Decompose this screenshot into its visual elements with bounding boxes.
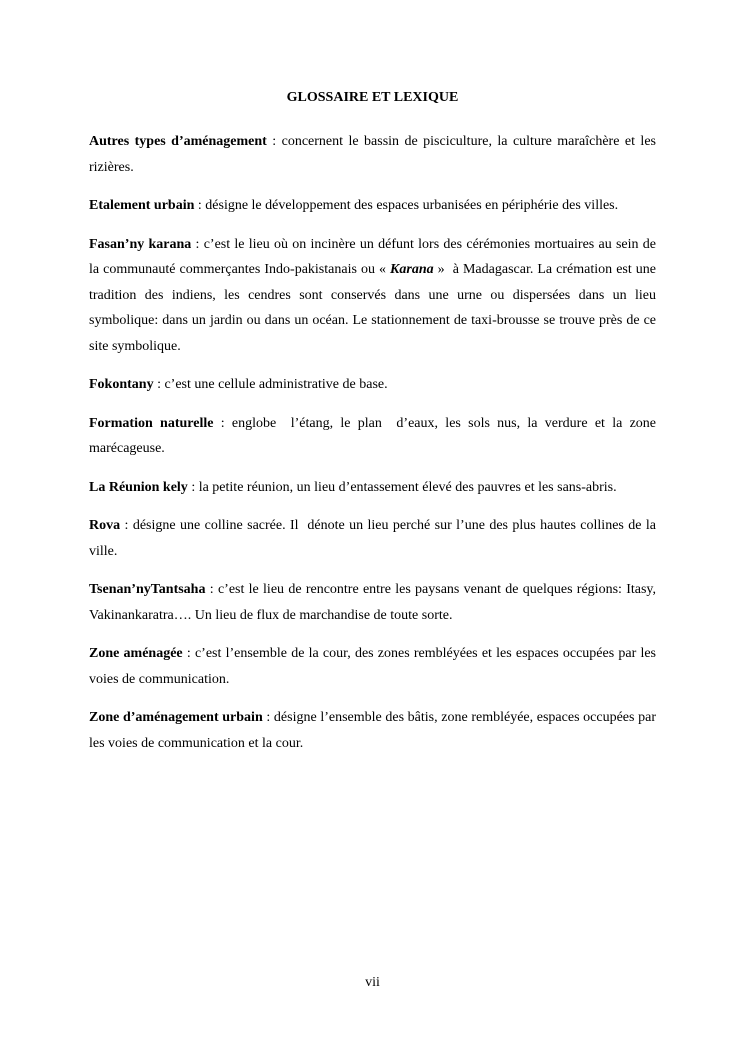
page-number: vii xyxy=(365,975,380,990)
glossary-definition: : englobe l’étang, le plan d’eaux, les sols nus, la verdure et la zone marécageuse. xyxy=(89,415,656,456)
glossary-definition-continued: » à Madagascar. La crémation est une tradition des indiens, les cendres sont conservés dans une urne ou dispersées dans un lieu symbolique: dans un jardin ou dans un océan. Le stationnement de taxi-brousse se trouve près de ce site symbolique. xyxy=(89,262,656,354)
glossary-entry xyxy=(89,193,656,219)
glossary-entry xyxy=(89,577,656,628)
glossary-entry xyxy=(89,513,656,564)
glossary-definition: : désigne une colline sacrée. Il dénote un lieu perché sur l’une des plus hautes collines de la ville. xyxy=(89,518,656,559)
glossary-term: La Réunion kely xyxy=(89,479,188,495)
glossary-term: Autres types d’aménagement xyxy=(89,134,267,149)
glossary-definition: : c’est l’ensemble de la cour, des zones rembléyées et les espaces occupées par les voies de communication. xyxy=(89,646,656,687)
glossary-entry xyxy=(89,372,656,398)
glossary-emphasis: Karana xyxy=(390,262,434,277)
glossary-entry xyxy=(89,475,656,501)
glossary-definition: : désigne le développement des espaces urbanisées en périphérie des villes. xyxy=(194,198,619,213)
glossary-term: Tsenan’nyTantsaha xyxy=(89,582,206,597)
glossary-term: Rova xyxy=(89,518,121,533)
glossary-term: Fokontany xyxy=(89,377,154,392)
glossary-entry xyxy=(89,232,656,360)
glossary-definition: : la petite réunion, un lieu d’entassement élevé des pauvres et les sans-abris. xyxy=(187,479,617,495)
glossary-term: Etalement urbain xyxy=(89,198,195,213)
glossary-entry xyxy=(89,705,656,756)
glossary-term: Zone aménagée xyxy=(89,646,183,661)
glossary-entry xyxy=(89,129,656,180)
glossary-list xyxy=(89,129,656,769)
glossary-term: Formation naturelle xyxy=(89,415,214,431)
glossary-term: Zone d’aménagement urbain xyxy=(89,710,263,725)
glossary-entry xyxy=(89,411,656,462)
glossary-definition: : c’est une cellule administrative de base. xyxy=(153,377,388,392)
glossary-definition: : concernent le bassin de pisciculture, la culture maraîchère et les rizières. xyxy=(89,134,656,175)
glossary-definition: : désigne l’ensemble des bâtis, zone rembléyée, espaces occupées par les voies de communication et la cour. xyxy=(89,710,656,751)
glossary-definition: : c’est le lieu où on incinère un défunt lors des cérémonies mortuaires au sein de la communauté commerçantes Indo-pakistanais ou « xyxy=(89,236,656,277)
glossary-definition: : c’est le lieu de rencontre entre les paysans venant de quelques régions: Itasy, Vakinankaratra…. Un lieu de flux de marchandise de toute sorte. xyxy=(89,582,656,623)
page-title: GLOSSAIRE ET LEXIQUE xyxy=(286,90,459,105)
glossary-term: Fasan’ny karana xyxy=(89,236,192,252)
glossary-entry xyxy=(89,641,656,692)
